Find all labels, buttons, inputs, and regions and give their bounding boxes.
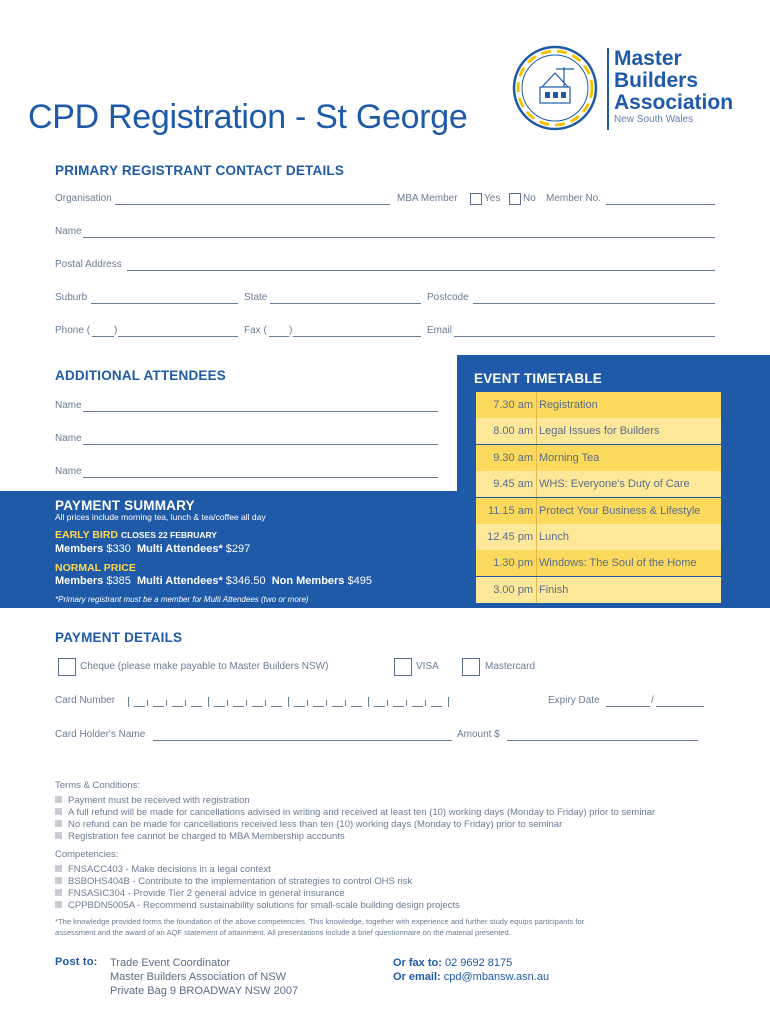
timetable-item: WHS: Everyone's Duty of Care bbox=[539, 478, 690, 491]
fax-label: Fax ( bbox=[244, 325, 267, 336]
phone-field[interactable] bbox=[118, 336, 238, 337]
card-group-separator bbox=[128, 697, 129, 707]
timetable-time: 3.00 pm bbox=[493, 583, 533, 596]
list-item: A full refund will be made for cancellations advised in writing and received at least ten (10) working days (Monday to Friday) prior to seminar bbox=[55, 807, 655, 819]
card-digit-box[interactable] bbox=[351, 706, 362, 707]
card-digit-separator bbox=[406, 700, 407, 706]
timetable-divider bbox=[536, 445, 537, 471]
card-digit-separator bbox=[307, 700, 308, 706]
fax-number: 02 9692 8175 bbox=[444, 957, 513, 969]
fax-email-block: Or fax to: 02 9692 8175 Or email: cpd@mbansw.asn.au bbox=[393, 957, 550, 983]
primary-heading: PRIMARY REGISTRANT CONTACT DETAILS bbox=[55, 163, 345, 178]
email-label: Email bbox=[427, 325, 453, 336]
timetable-row bbox=[476, 392, 721, 418]
timetable-time: 8.00 am bbox=[493, 425, 533, 438]
expiry-label: Expiry Date bbox=[548, 695, 600, 706]
timetable-divider bbox=[536, 498, 537, 524]
timetable-time: 7.30 am bbox=[493, 399, 533, 411]
logo-divider bbox=[607, 48, 609, 130]
amount-label: Amount $ bbox=[457, 729, 500, 740]
card-digit-separator bbox=[387, 700, 388, 706]
list-item: BSBOHS404B - Contribute to the implementation of strategies to control OHS risk bbox=[55, 876, 460, 888]
email-address[interactable]: cpd@mbansw.asn.au bbox=[443, 971, 550, 983]
name-label: Name bbox=[55, 226, 82, 237]
card-digit-box[interactable] bbox=[313, 706, 324, 707]
postal-field[interactable] bbox=[127, 270, 715, 271]
list-item: Registration fee cannot be charged to MBA Membership accounts bbox=[55, 831, 655, 843]
postcode-label: Postcode bbox=[427, 292, 469, 303]
card-digit-separator bbox=[265, 700, 266, 706]
visa-checkbox[interactable] bbox=[394, 658, 412, 676]
state-label: State bbox=[244, 292, 268, 303]
fax-close: ) bbox=[289, 325, 293, 336]
card-digit-separator bbox=[246, 700, 247, 706]
mba-yes-label: Yes bbox=[484, 193, 501, 204]
logo-wordmark: Master Builders Association bbox=[614, 47, 734, 114]
mastercard-checkbox[interactable] bbox=[462, 658, 480, 676]
payment-summary-heading: PAYMENT SUMMARY bbox=[55, 498, 195, 513]
card-digit-separator bbox=[425, 700, 426, 706]
postal-label: Postal Address bbox=[55, 259, 122, 270]
attendee-3-label: Name bbox=[55, 466, 82, 477]
timetable-time: 11.15 am bbox=[487, 504, 533, 517]
fax-field[interactable] bbox=[293, 336, 421, 337]
payment-details-heading: PAYMENT DETAILS bbox=[55, 630, 183, 645]
timetable-time: 9.30 am bbox=[493, 451, 533, 464]
card-digit-separator bbox=[185, 700, 186, 706]
phone-close: ) bbox=[114, 325, 118, 336]
organisation-field[interactable] bbox=[115, 204, 390, 205]
card-digit-box[interactable] bbox=[233, 706, 244, 707]
list-item: Payment must be received with registration bbox=[55, 795, 655, 807]
mba-no-label: No bbox=[523, 193, 536, 204]
additional-heading: ADDITIONAL ATTENDEES bbox=[55, 368, 227, 383]
card-digit-box[interactable] bbox=[393, 706, 404, 707]
suburb-field[interactable] bbox=[91, 303, 238, 304]
competencies-heading: Competencies: bbox=[55, 849, 119, 860]
card-digit-box[interactable] bbox=[214, 706, 225, 707]
attendee-1-field[interactable] bbox=[83, 411, 438, 412]
payment-summary-footnote: *Primary registrant must be a member for Multi Attendees (two or more) bbox=[55, 595, 309, 604]
timetable-time: 9.45 am bbox=[493, 478, 533, 491]
attendee-2-field[interactable] bbox=[83, 444, 438, 445]
card-digit-separator bbox=[227, 700, 228, 706]
card-digit-box[interactable] bbox=[374, 706, 385, 707]
card-group-separator bbox=[448, 697, 449, 707]
amount-field[interactable] bbox=[507, 740, 698, 741]
card-digit-box[interactable] bbox=[294, 706, 305, 707]
mba-seal-logo bbox=[512, 45, 598, 131]
list-item: CPPBDN5005A - Recommend sustainability solutions for small-scale building design projects bbox=[55, 900, 460, 912]
page-title: CPD Registration - St George bbox=[28, 98, 468, 136]
card-digit-box[interactable] bbox=[134, 706, 145, 707]
logo-subtitle: New South Wales bbox=[614, 114, 694, 125]
card-digit-separator bbox=[147, 700, 148, 706]
card-digit-separator bbox=[166, 700, 167, 706]
competencies-list bbox=[55, 864, 460, 912]
member-no-label: Member No. bbox=[546, 193, 602, 204]
timetable-item: Morning Tea bbox=[539, 451, 600, 464]
mba-yes-checkbox[interactable] bbox=[470, 193, 482, 205]
timetable-item: Finish bbox=[539, 583, 569, 596]
card-holder-field[interactable] bbox=[153, 740, 452, 741]
list-item: FNSACC403 - Make decisions in a legal context bbox=[55, 864, 460, 876]
timetable-row bbox=[476, 498, 721, 524]
mba-member-label: MBA Member bbox=[397, 193, 458, 204]
list-item: FNSASIC304 - Provide Tier 2 general advice in general insurance bbox=[55, 888, 460, 900]
card-digit-box[interactable] bbox=[153, 706, 164, 707]
timetable-divider bbox=[536, 524, 537, 550]
postcode-field[interactable] bbox=[473, 303, 715, 304]
timetable-time: 1.30 pm bbox=[493, 557, 533, 570]
card-digit-separator bbox=[345, 700, 346, 706]
timetable-row bbox=[476, 471, 721, 497]
mba-no-checkbox[interactable] bbox=[509, 193, 521, 205]
post-address: Trade Event Coordinator Master Builders Association of NSW Private Bag 9 BROADWAY NSW 2007 bbox=[110, 957, 299, 997]
expiry-month-field[interactable] bbox=[606, 706, 650, 707]
attendee-3-field[interactable] bbox=[83, 477, 438, 478]
member-no-field[interactable] bbox=[606, 204, 715, 205]
terms-list bbox=[55, 795, 655, 843]
email-field[interactable] bbox=[454, 336, 715, 337]
card-digit-box[interactable] bbox=[431, 706, 442, 707]
card-digit-box[interactable] bbox=[252, 706, 263, 707]
early-bird-line: EARLY BIRD CLOSES 22 FEBRUARY bbox=[55, 529, 217, 541]
timetable-divider bbox=[536, 471, 537, 497]
payment-summary-note: All prices include morning tea, lunch & tea/coffee all day bbox=[55, 512, 266, 522]
timetable-item: Lunch bbox=[539, 531, 569, 543]
early-bird-prices: Members $330 Multi Attendees* $297 bbox=[55, 543, 251, 555]
organisation-label: Organisation bbox=[55, 193, 112, 204]
expiry-year-field[interactable] bbox=[656, 706, 704, 707]
timetable-divider bbox=[536, 577, 537, 603]
normal-price-label: NORMAL PRICE bbox=[55, 562, 136, 574]
card-group-separator bbox=[368, 697, 369, 707]
attendee-2-label: Name bbox=[55, 433, 82, 444]
competencies-note: *The knowledge provided forms the foundation of the above competencies. This knowledge, together with experience and further study equips participants for assessment and the award of an AQF statement of attainment. All presentations include a brief questionnaire on the material presented. bbox=[55, 917, 585, 937]
phone-area-field[interactable] bbox=[92, 336, 114, 337]
card-digit-box[interactable] bbox=[172, 706, 183, 707]
timetable-row bbox=[476, 577, 721, 603]
card-number-label: Card Number bbox=[55, 695, 116, 706]
state-field[interactable] bbox=[270, 303, 421, 304]
timetable-row bbox=[476, 418, 721, 444]
cheque-checkbox[interactable] bbox=[58, 658, 76, 676]
name-field[interactable] bbox=[83, 237, 715, 238]
card-group-separator bbox=[288, 697, 289, 707]
card-digit-box[interactable] bbox=[191, 706, 202, 707]
card-digit-box[interactable] bbox=[271, 706, 282, 707]
post-label: Post to: bbox=[55, 956, 98, 968]
expiry-separator: / bbox=[651, 695, 654, 706]
timetable-item: Protect Your Business & Lifestyle bbox=[539, 504, 701, 517]
fax-area-field[interactable] bbox=[269, 336, 289, 337]
timetable-item: Windows: The Soul of the Home bbox=[539, 557, 697, 570]
card-digit-box[interactable] bbox=[332, 706, 343, 707]
mastercard-label: Mastercard bbox=[485, 661, 536, 672]
timetable-row bbox=[476, 524, 721, 550]
cheque-label: Cheque (please make payable to Master Builders NSW) bbox=[80, 661, 329, 672]
timetable-item: Legal Issues for Builders bbox=[539, 425, 660, 438]
timetable-divider bbox=[536, 550, 537, 576]
card-digit-separator bbox=[326, 700, 327, 706]
card-group-separator bbox=[208, 697, 209, 707]
phone-label: Phone ( bbox=[55, 325, 91, 336]
timetable-heading: EVENT TIMETABLE bbox=[474, 371, 603, 386]
timetable-row bbox=[476, 550, 721, 576]
card-holder-label: Card Holder's Name bbox=[55, 729, 146, 740]
timetable-row bbox=[476, 445, 721, 471]
visa-label: VISA bbox=[416, 661, 439, 672]
list-item: No refund can be made for cancellations received less than ten (10) working days (Monday to Friday) prior to seminar bbox=[55, 819, 655, 831]
card-digit-box[interactable] bbox=[412, 706, 423, 707]
timetable-divider bbox=[536, 392, 537, 418]
attendee-1-label: Name bbox=[55, 400, 82, 411]
terms-heading: Terms & Conditions: bbox=[55, 780, 141, 791]
normal-prices: Members $385 Multi Attendees* $346.50 Non Members $495 bbox=[55, 575, 372, 587]
timetable-item: Registration bbox=[539, 399, 598, 411]
timetable-divider bbox=[536, 418, 537, 444]
suburb-label: Suburb bbox=[55, 292, 88, 303]
timetable-time: 12.45 pm bbox=[487, 531, 533, 543]
